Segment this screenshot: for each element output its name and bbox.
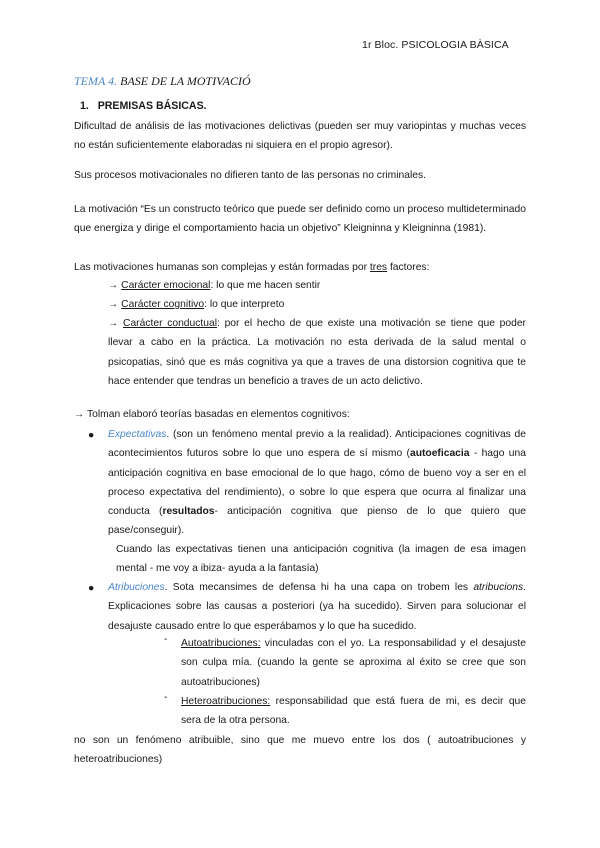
- bullet-expectativas: [108, 425, 526, 541]
- subitem-autoatribuciones: [181, 634, 526, 692]
- subitem-text: responsabilidad que está fuera de mi, es decir que sera de la otra persona.: [181, 696, 526, 727]
- expectativas-text-1: . (son un fenómeno mental previo a la realidad). Anticipaciones cognitivas de acontecimientos futuros sobre lo que uno espera de sí mismo (: [108, 429, 526, 460]
- bullet-atribuciones: [108, 578, 526, 636]
- dash-icon: -: [164, 692, 168, 703]
- page-header: 1r Bloc. PSICOLOGIA BÀSICA: [362, 39, 509, 51]
- paragraph-procesos: Sus procesos motivacionales no difieren tanto de las personas no criminales.: [74, 170, 426, 181]
- paragraph-tolman: → Tolman elaboró teorías basadas en elementos cognitivos:: [74, 409, 350, 420]
- expectativas-text-2: - hago una anticipación cognitiva en base emocional de lo que hago, cómo de bueno voy a ser en el proceso expectativa del rendimiento), o sobre lo que espera que ocurra al finalizar una conducta (: [108, 448, 526, 518]
- atribuciones-text-2: . Explicaciones sobre las causas a posteriori (ya ha sucedido). Sirven para solucionar el desajuste causado entre lo que esperábamos y lo que ha sucedido.: [108, 582, 526, 632]
- term-autoeficacia: autoeficacia: [409, 448, 470, 460]
- factores-text-before: Las motivaciones humanas son complejas y están formadas por: [74, 262, 370, 273]
- bullet-icon: ●: [88, 582, 95, 594]
- term-atribucions: atribucions: [473, 582, 524, 593]
- atribuciones-text-1: . Sota mecansimes de defensa hi ha una capa on trobem les: [164, 582, 474, 593]
- factores-text-after: factores:: [387, 262, 430, 273]
- term-resultados: resultados: [162, 506, 215, 518]
- factor-conductual: [108, 314, 526, 391]
- paragraph-definicion: La motivación “Es un constructo teórico que puede ser definido como un proceso multideterminado que energiza y dirige el comportamiento hacia un objetivo” Kleigninna y Kleigninna (1981).: [74, 204, 526, 235]
- subitem-heteroatribuciones: [181, 692, 526, 731]
- term-atribuciones: Atribuciones: [108, 582, 165, 593]
- section-title: PREMISAS BÁSICAS.: [97, 100, 207, 112]
- subitem-label: Heteroatribuciones:: [181, 696, 271, 707]
- factor-cognitivo: [108, 295, 526, 314]
- dash-icon: -: [164, 634, 168, 645]
- expectativas-text-3: - anticipación cognitiva que pienso de lo que quiero que pase/conseguir).: [108, 506, 526, 537]
- paragraph-dificultad: Dificultad de análisis de las motivaciones delictivas (pueden ser muy variopintas y muchas veces no están suficientemente elaboradas ni siquiera en el propio agresor).: [74, 121, 526, 152]
- arrow-icon: →: [108, 318, 124, 329]
- factor-emocional: [108, 276, 526, 295]
- paragraph-factores: [74, 258, 526, 277]
- factor-text: : por el hecho de que existe una motivación se tiene que poder llevar a cabo en la práctica. La motivación no esta derivada de la salud mental o psicopatias, sinó que es más cognitiva ya que a traves de una distorsion cognitiva que te hace entender que tendras un beneficio a traves de un acto delictivo.: [108, 318, 526, 387]
- factor-label: Carácter cognitivo: [121, 299, 205, 310]
- section-heading: [80, 100, 207, 112]
- bullet-icon: ●: [88, 429, 95, 441]
- subitem-label: Autoatribuciones:: [181, 638, 261, 649]
- page-title: [74, 74, 251, 89]
- term-expectativas: Expectativas: [108, 429, 167, 440]
- paragraph-closing: no son un fenómeno atribuible, sino que me muevo entre los dos ( autoatribuciones y heteroatribuciones): [74, 735, 526, 766]
- section-number: 1.: [80, 100, 89, 112]
- subitem-text: vinculadas con el yo. La responsabilidad y el desajuste son culpa mía. (cuando la gente se aproxima al éxito se cree que son autoatribuciones): [181, 638, 526, 688]
- title-text: BASE DE LA MOTIVACIÓ: [117, 74, 251, 88]
- arrow-icon: →: [108, 280, 122, 291]
- factores-underlined: tres: [369, 262, 388, 273]
- paragraph-expectativas-extra: Cuando las expectativas tienen una anticipación cognitiva (la imagen de esa imagen mental - me voy a ibiza- ayuda a la fantasía): [116, 544, 526, 575]
- factor-label: Carácter conductual: [123, 318, 218, 329]
- factor-text: : lo que me hacen sentir: [210, 280, 321, 291]
- factor-label: Carácter emocional: [121, 280, 211, 291]
- factor-text: : lo que interpreto: [204, 299, 285, 310]
- title-tema-number: TEMA 4.: [74, 74, 118, 88]
- arrow-icon: →: [108, 299, 122, 310]
